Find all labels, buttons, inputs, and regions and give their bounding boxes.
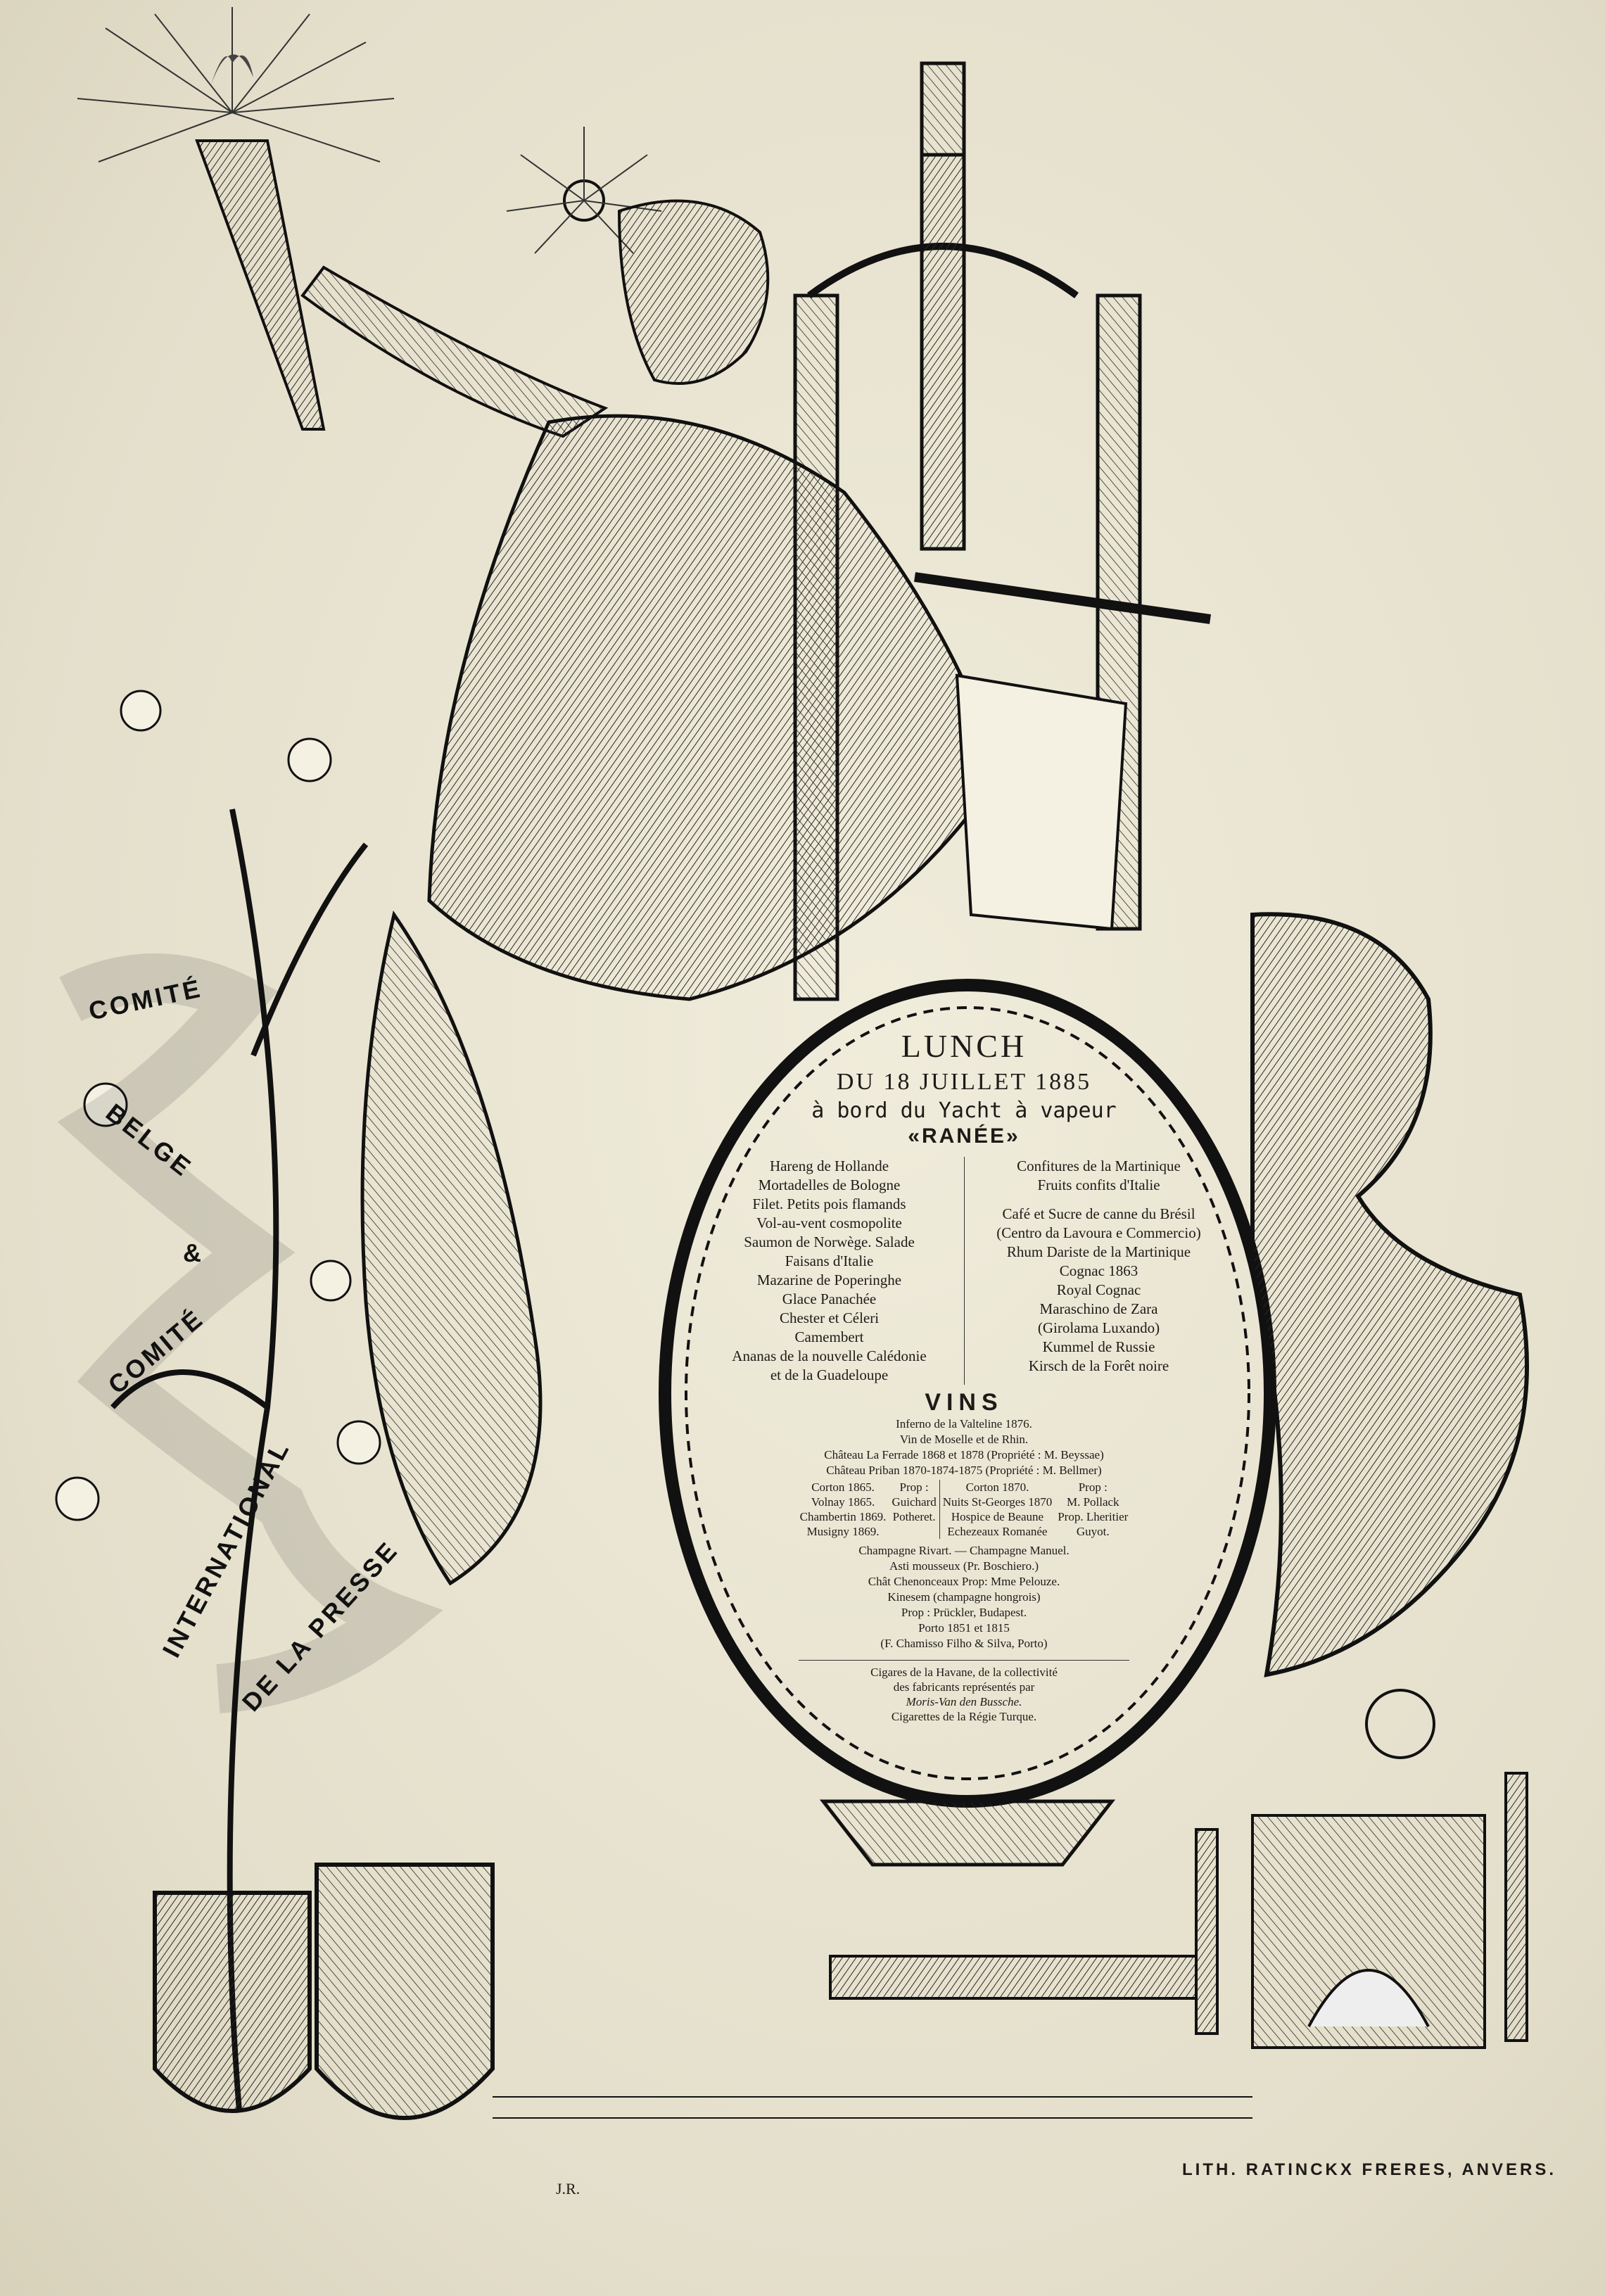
wine-line: Asti mousseux (Pr. Boschiero.) bbox=[889, 1559, 1039, 1573]
dishes-right-column bbox=[965, 1157, 1229, 1385]
wine-line: M. Pollack bbox=[1066, 1495, 1119, 1509]
torch-icon bbox=[77, 7, 394, 429]
menu-subtitle: à bord du Yacht à vapeur bbox=[811, 1098, 1117, 1123]
dish-item: Confitures de la Martinique bbox=[1017, 1157, 1181, 1174]
wine-grid-col bbox=[797, 1480, 889, 1539]
wine-line: Potheret. bbox=[892, 1510, 936, 1523]
wine-line: Guichard bbox=[892, 1495, 937, 1509]
wine-line: Porto 1851 et 1815 bbox=[918, 1621, 1010, 1635]
grotesque-mask-ornament bbox=[1252, 914, 1527, 1675]
wines-heading: VINS bbox=[925, 1389, 1003, 1416]
dish-item: (Centro da Lavoura e Commercio) bbox=[996, 1224, 1201, 1241]
wine-line: (F. Chamisso Filho & Silva, Porto) bbox=[880, 1637, 1048, 1650]
wine-line: Guyot. bbox=[1076, 1525, 1110, 1538]
cigar-line: Cigares de la Havane, de la collectivité bbox=[870, 1666, 1058, 1679]
cigar-line: Cigarettes de la Régie Turque. bbox=[891, 1710, 1037, 1723]
artist-signature: J.R. bbox=[556, 2180, 581, 2197]
dish-item: Faisans d'Italie bbox=[785, 1252, 874, 1269]
wine-grid-col bbox=[889, 1480, 939, 1539]
cigar-line: Moris-Van den Bussche. bbox=[906, 1695, 1022, 1708]
dish-item: Kirsch de la Forêt noire bbox=[1028, 1357, 1169, 1374]
dish-item: Ananas de la nouvelle Calédonie bbox=[732, 1347, 927, 1364]
wine-line: Hospice de Beaune bbox=[951, 1510, 1044, 1523]
yacht-name: «RANÉE» bbox=[908, 1124, 1020, 1148]
printer-imprint: LITH. RATINCKX FRERES, ANVERS. bbox=[1182, 2160, 1557, 2179]
dish-item: Fruits confits d'Italie bbox=[1037, 1176, 1160, 1193]
wine-line: Corton 1870. bbox=[965, 1480, 1029, 1494]
cigars-note bbox=[799, 1660, 1129, 1724]
wine-line: Musigny 1869. bbox=[806, 1525, 880, 1538]
dish-item: Mortadelles de Bologne bbox=[758, 1176, 901, 1193]
wine-line: Chât Chenonceaux Prop: Mme Pelouze. bbox=[868, 1575, 1060, 1588]
wine-line: Prop : bbox=[899, 1480, 929, 1494]
dish-item: (Girolama Luxando) bbox=[1037, 1319, 1160, 1336]
wine-line: Château La Ferrade 1868 et 1878 (Propriété : M. Beyssae) bbox=[824, 1448, 1104, 1461]
dishes-left-column bbox=[699, 1157, 965, 1385]
cigar-line: des fabricants représentés par bbox=[893, 1680, 1035, 1694]
menu-title: LUNCH bbox=[901, 1028, 1027, 1064]
wine-line: Château Priban 1870-1874-1875 (Propriété : M. Bellmer) bbox=[826, 1464, 1102, 1477]
wine-grid-col bbox=[939, 1480, 1055, 1539]
coat-of-arms-castle bbox=[317, 1865, 493, 2118]
ribbon-word-de-la-presse: DE LA PRESSE bbox=[236, 1535, 405, 1717]
ribbon-word-ampersand: & bbox=[183, 1238, 204, 1267]
dish-item: Filet. Petits pois flamands bbox=[752, 1195, 906, 1212]
dish-item: Cognac 1863 bbox=[1059, 1262, 1138, 1279]
ribbon-word-belge: BELGE bbox=[100, 1098, 198, 1184]
wine-line: Prop. Lheritier bbox=[1058, 1510, 1129, 1523]
dish-item: et de la Guadeloupe bbox=[770, 1366, 889, 1383]
dish-item: Rhum Dariste de la Martinique bbox=[1006, 1243, 1191, 1260]
dish-item: Vol-au-vent cosmopolite bbox=[756, 1214, 902, 1231]
wine-grid bbox=[690, 1480, 1238, 1539]
dish-item: Chester et Céleri bbox=[779, 1309, 880, 1326]
wine-line: Nuits St-Georges 1870 bbox=[942, 1495, 1053, 1509]
wine-line: Chambertin 1869. bbox=[799, 1510, 887, 1523]
dish-item: Glace Panachée bbox=[782, 1290, 877, 1307]
dish-item: Maraschino de Zara bbox=[1039, 1300, 1158, 1317]
menu-date: DU 18 JUILLET 1885 bbox=[836, 1069, 1092, 1095]
wine-line: Echezeaux Romanée bbox=[947, 1525, 1048, 1538]
dish-item: Mazarine de Poperinghe bbox=[756, 1271, 902, 1288]
dash-separator bbox=[969, 1195, 1229, 1205]
dish-item: Camembert bbox=[794, 1328, 864, 1345]
dish-item: Café et Sucre de canne du Brésil bbox=[1002, 1205, 1195, 1222]
wine-line: Vin de Moselle et de Rhin. bbox=[899, 1433, 1029, 1446]
wine-grid-col bbox=[1055, 1480, 1131, 1539]
ribbon-word-comite-1: COMITÉ bbox=[86, 973, 205, 1026]
dish-item: Kummel de Russie bbox=[1042, 1338, 1155, 1355]
dish-item: Saumon de Norwège. Salade bbox=[744, 1233, 915, 1250]
wine-line: Prop : Prückler, Budapest. bbox=[901, 1606, 1027, 1619]
dish-item: Hareng de Hollande bbox=[769, 1157, 889, 1174]
wine-line: Kinesem (champagne hongrois) bbox=[887, 1590, 1041, 1604]
ribbon-word-comite-2: COMITÉ bbox=[102, 1303, 210, 1400]
ribbon-word-international: INTERNATIONAL bbox=[156, 1435, 296, 1662]
wine-line: Inferno de la Valteline 1876. bbox=[896, 1417, 1032, 1431]
dish-item: Royal Cognac bbox=[1056, 1281, 1141, 1298]
wine-line: Champagne Rivart. — Champagne Manuel. bbox=[858, 1544, 1070, 1557]
coat-of-arms-lion bbox=[155, 1893, 310, 2111]
menu-text-block bbox=[690, 1013, 1238, 1766]
dishes-columns bbox=[690, 1157, 1238, 1385]
wine-line: Volnay 1865. bbox=[811, 1495, 875, 1509]
wine-line: Prop : bbox=[1078, 1480, 1108, 1494]
wine-line: Corton 1865. bbox=[811, 1480, 875, 1494]
